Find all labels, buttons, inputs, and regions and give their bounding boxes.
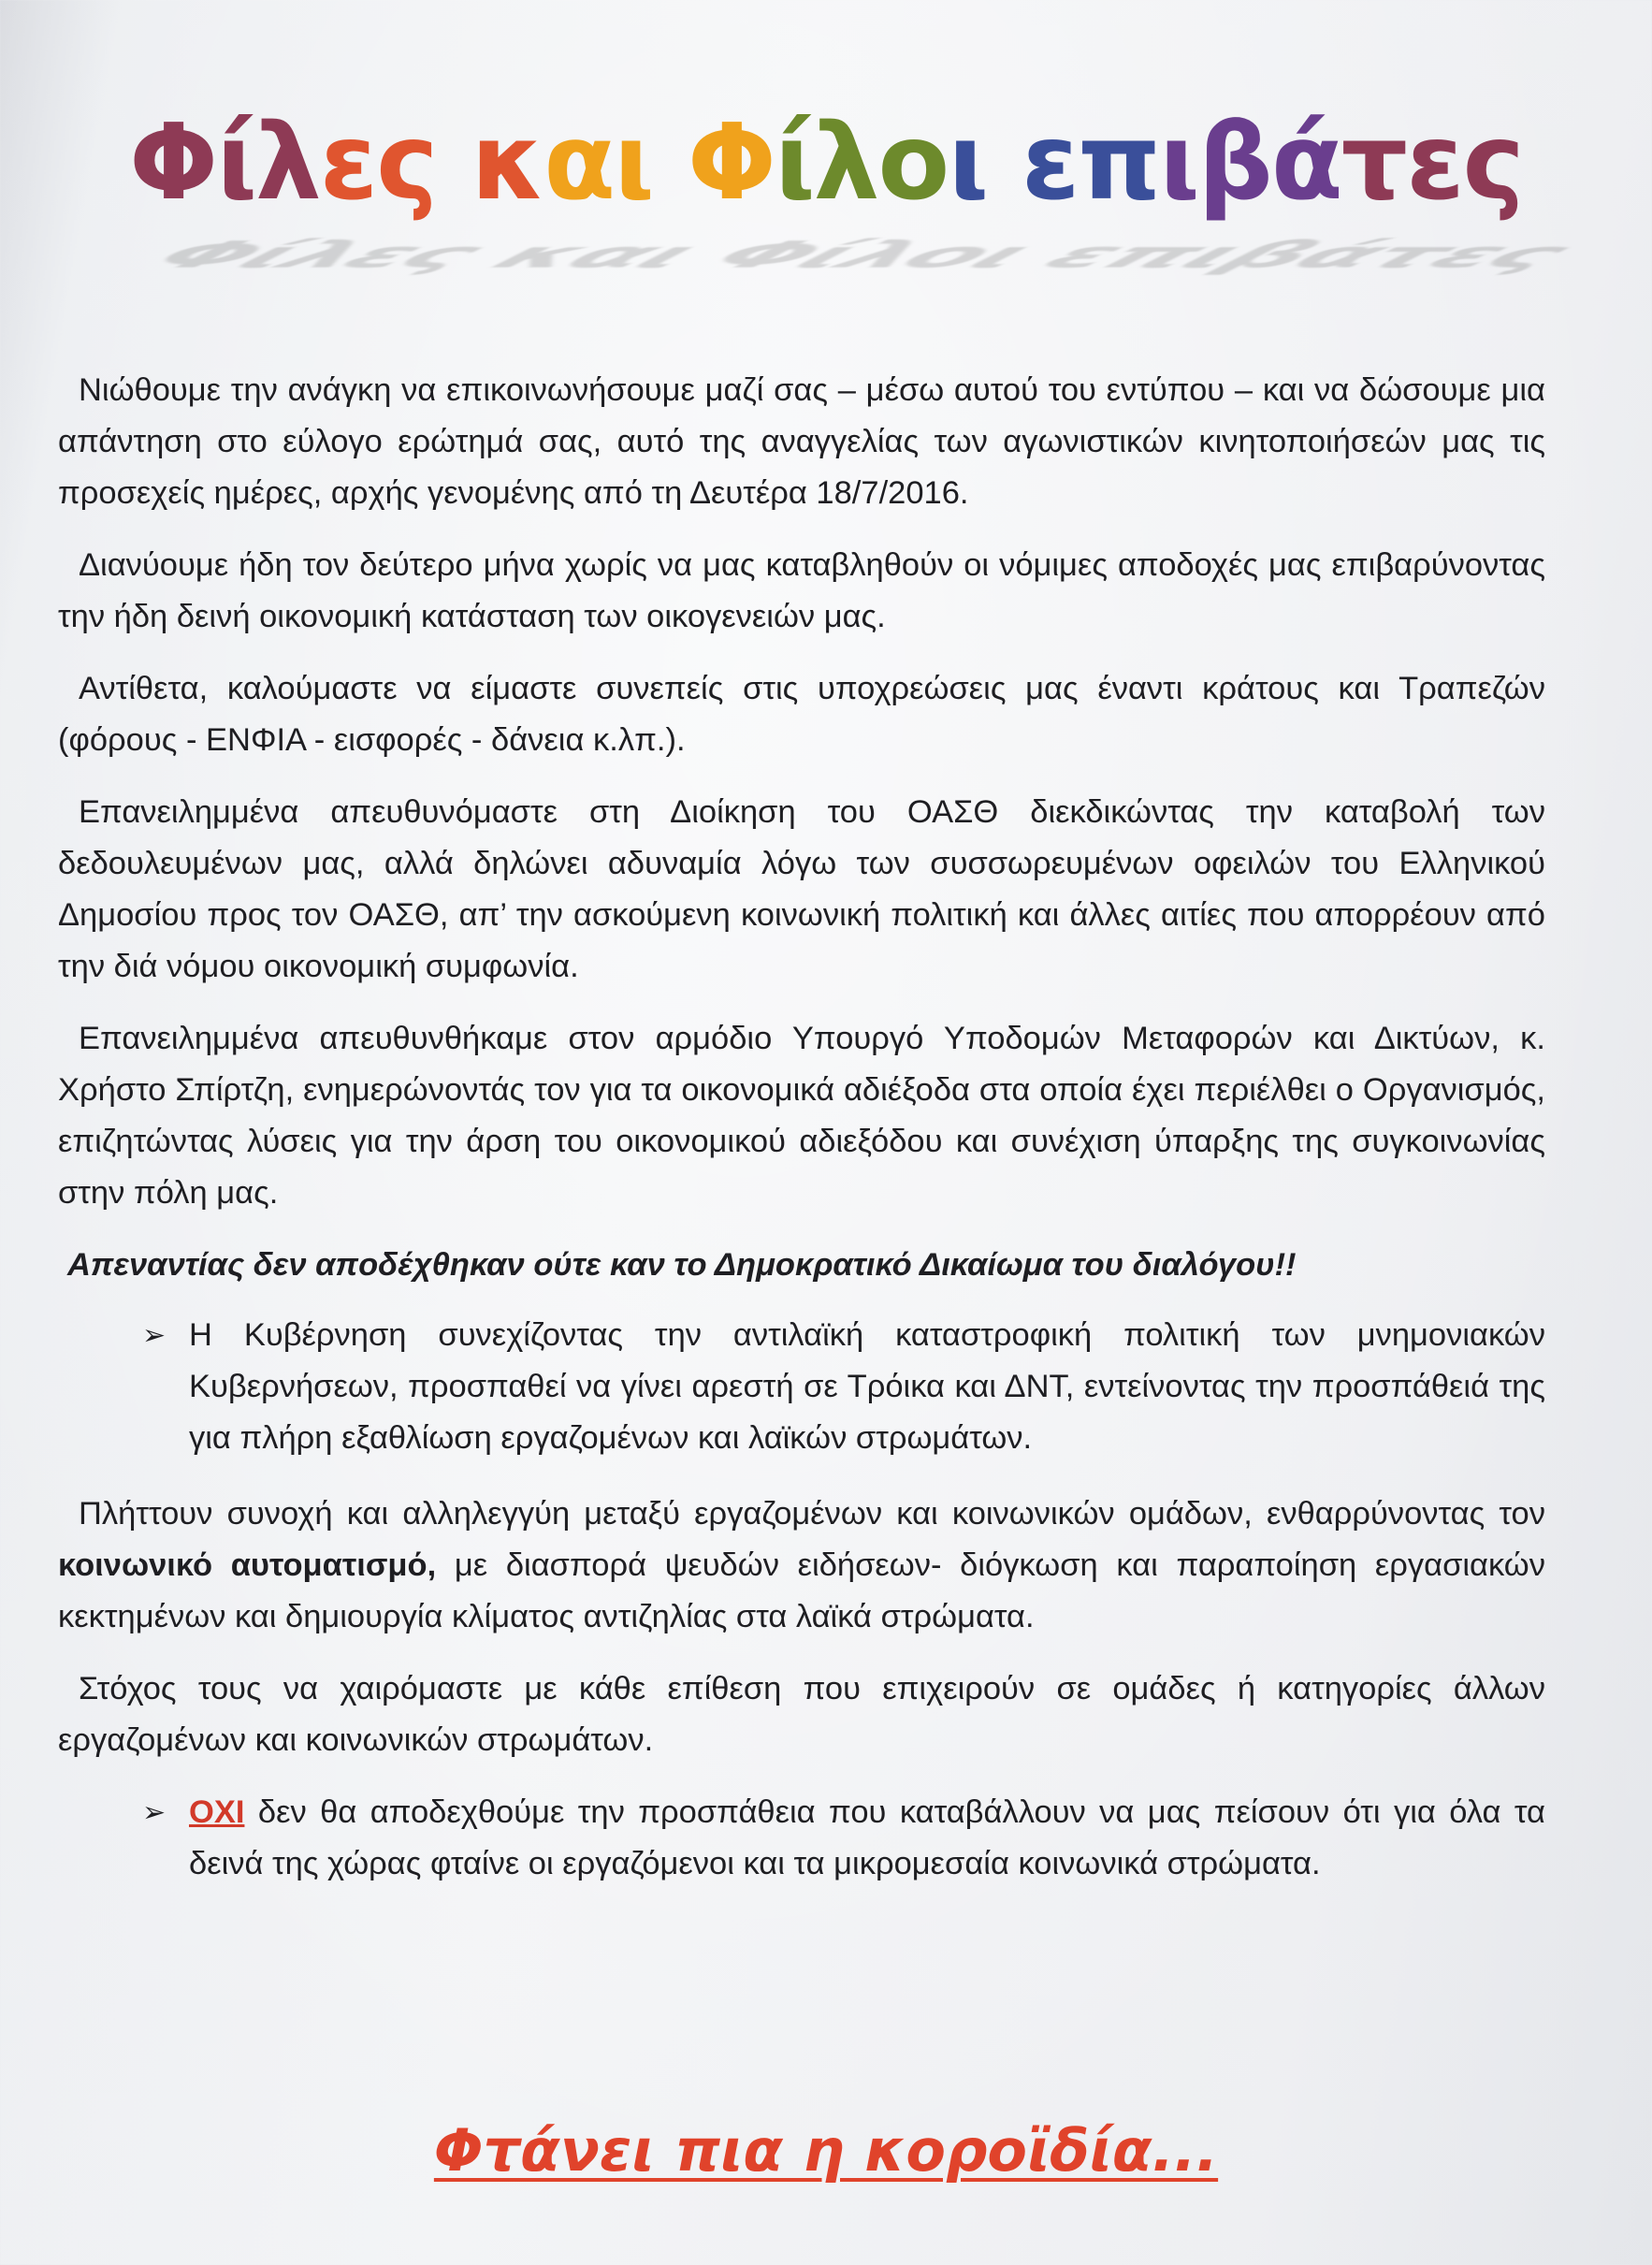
title-shadow: Φίλες και Φίλοι επιβάτες [123,233,1602,277]
page-title [0,102,1652,277]
bullet-arrow-icon: ➢ [142,1320,167,1351]
paragraph-4: Επανειλημμένα απευθυνόμαστε στη Διοίκηση του ΟΑΣΘ διεκδικώντας την καταβολή των δεδουλευμένων μας, αλλά δηλώνει αδυναμία λόγω των συσσωρευμένων οφειλών του Ελληνικού Δημοσίου προς τον ΟΑΣΘ, απ’ την ασκούμενη κοινωνική πολιτική και άλλες αιτίες που απορρέουν από την διά νόμου οικονομική συμφωνία. [58,794,1545,984]
title-word-3: Φίλοι [687,102,988,224]
bullet-arrow-icon: ➢ [142,1797,167,1828]
title-word-4: επιβάτες [1022,102,1523,224]
paragraph-7-end: με διασπορά ψευδών ειδήσεων- διόγκωση και παραποίηση εργασιακών κεκτημένων και δημιουργία κλίματος αντιζηλίας στα λαϊκά στρώματα. [58,1547,1545,1634]
paragraph-7-bold: κοινωνικό αυτοματισμό, [58,1547,437,1583]
paragraph-2: Διανύουμε ήδη τον δεύτερο μήνα χωρίς να μας καταβληθούν οι νόμιμες αποδοχές μας επιβαρύνοντας την ήδη δεινή οικονομική κατάσταση των οικογενειών μας. [58,547,1545,634]
title-word-1: Φίλες [129,102,437,224]
bullet-2-red-word: ΟΧΙ [189,1794,245,1830]
bullet-item-1 [58,1310,1545,1464]
paragraph-3: Αντίθετα, καλούμαστε να είμαστε συνεπείς στις υποχρεώσεις μας έναντι κράτους και Τραπεζών (φόρους - ΕΝΦΙΑ - εισφορές - δάνεια κ.λπ.). [58,671,1545,758]
bullet-item-2 [58,1787,1545,1890]
footer-slogan [0,2116,1652,2185]
paragraph-6-emphasis: Απεναντίας δεν αποδέχθηκαν ούτε καν το Δημοκρατικό Δικαίωμα του διαλόγου!! [67,1247,1297,1283]
bullet-2-text: δεν θα αποδεχθούμε την προσπάθεια που καταβάλλουν να μας πείσουν ότι για όλα τα δεινά της χώρας φταίνε οι εργαζόμενοι και τα μικρομεσαία κοινωνικά στρώματα. [189,1794,1545,1881]
paragraph-7 [58,1488,1545,1643]
paragraph-5: Επανειλημμένα απευθυνθήκαμε στον αρμόδιο Υπουργό Υποδομών Μεταφορών και Δικτύων, κ. Χρήστο Σπίρτζη, ενημερώνοντάς τον για τα οικονομικά αδιέξοδα στα οποία έχει περιέλθει ο Οργανισμός, επιζητώντας λύσεις για την άρση του οικονομικού αδιεξόδου και συνέχιση ύπαρξης της συγκοινωνίας στην πόλη μας. [58,1021,1545,1211]
footer-slogan-text: Φτάνει πια η κοροϊδία... [433,2116,1219,2185]
bullet-1-text: Η Κυβέρνηση συνεχίζοντας την αντιλαϊκή καταστροφική πολιτική των μνημονιακών Κυβερνήσεων, προσπαθεί να γίνει αρεστή σε Τρόικα και ΔΝΤ, εντείνοντας την προσπάθειά της για πλήρη εξαθλίωση εργαζομένων και λαϊκών στρωμάτων. [189,1317,1545,1456]
title-word-2: και [471,102,653,224]
paragraph-7-start: Πλήττουν συνοχή και αλληλεγγύη μεταξύ εργαζομένων και κοινωνικών ομάδων, ενθαρρύνοντας τον [79,1496,1545,1532]
flyer-body [58,365,1545,1914]
paragraph-8: Στόχος τους να χαιρόμαστε με κάθε επίθεση που επιχειρούν σε ομάδες ή κατηγορίες άλλων εργαζομένων και κοινωνικών στρωμάτων. [58,1671,1545,1758]
paragraph-1: Νιώθουμε την ανάγκη να επικοινωνήσουμε μαζί σας – μέσω αυτού του εντύπου – και να δώσουμε μια απάντηση στο εύλογο ερώτημά σας, αυτό της αναγγελίας των αγωνιστικών κινητοποιήσεών μας τις προσεχείς ημέρες, αρχής γενομένης από τη Δευτέρα 18/7/2016. [58,372,1545,511]
